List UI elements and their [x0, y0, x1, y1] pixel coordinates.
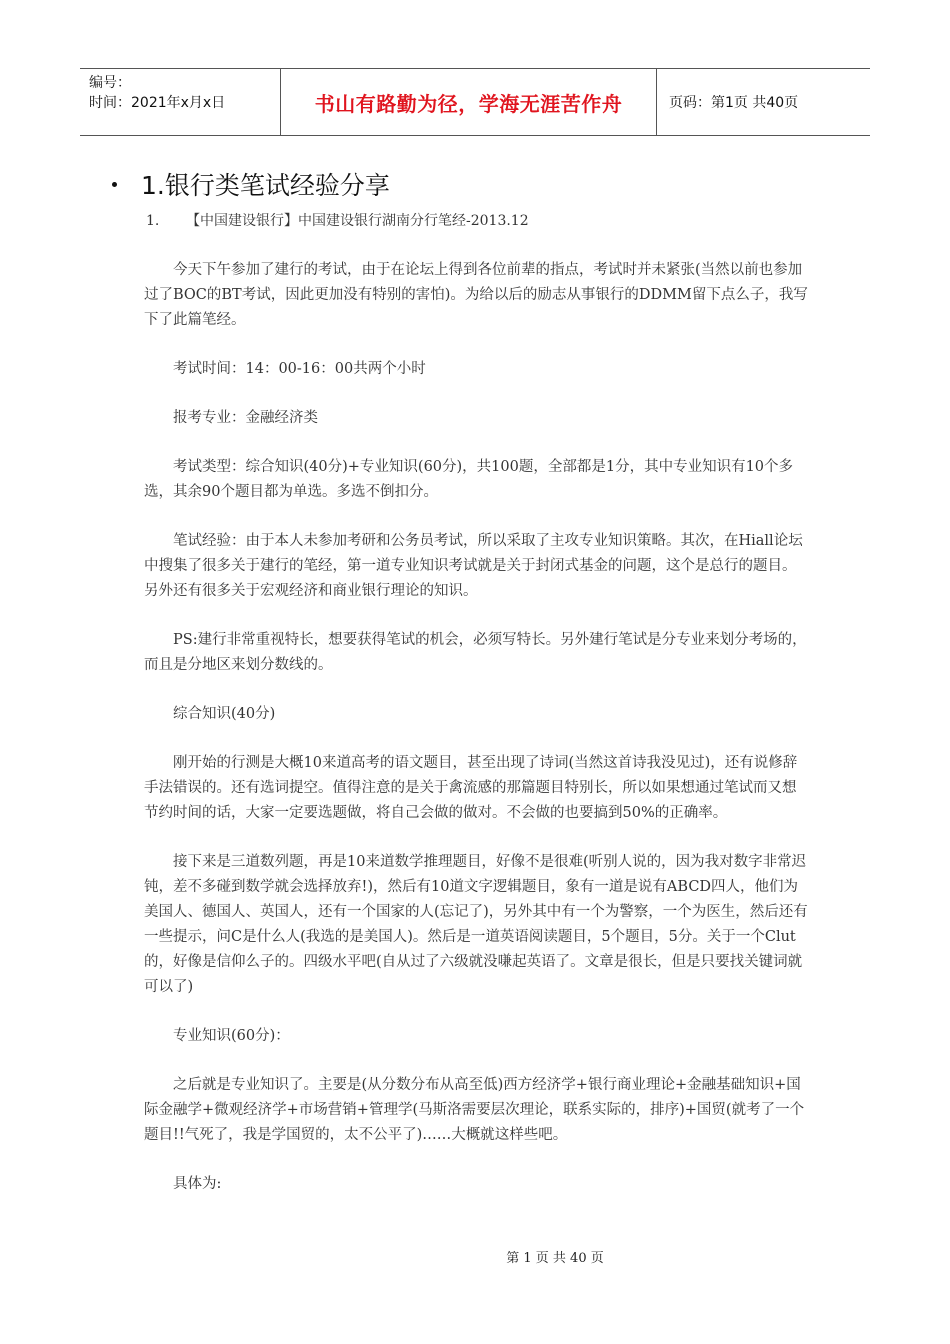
header-page-cell — [657, 69, 870, 135]
item-heading — [146, 210, 529, 230]
section-title: 1.银行类笔试经验分享 — [141, 171, 390, 200]
paragraph: 接下来是三道数列题，再是10来道数学推理题目，好像不是很难(听别人说的，因为我对数字非常迟钝，差不多碰到数学就会选择放弃!)，然后有10道文字逻辑题目，象有一道是说有ABCD四人，他们为美国人、德国人、英国人，还有一个国家的人(忘记了)，另外其中有一个为警察，一个为医生，然后还有一些提示，问C是什么人(我选的是美国人)。然后是一道英语阅读题目，5个题目，5分。关于一个Clut的，好像是信仰么子的。四级水平吧(自从过了六级就没嗛起英语了。文章是很长，但是只要找关键词就可以了) — [144, 854, 808, 995]
header-table — [80, 68, 870, 136]
page-info: 页码：第1页 共40页 — [669, 95, 799, 111]
header-left-cell — [80, 69, 281, 135]
paragraph: 之后就是专业知识了。主要是(从分数分布从高至低)西方经济学+银行商业理论+金融基础知识+国际金融学+微观经济学+市场营销+管理学(马斯洛需要层次理论，联系实际的，排序)+国贸(就考了一个题目!!气死了，我是学国贸的，太不公平了)……大概就这样些吧。 — [144, 1077, 805, 1143]
paragraph: 报考专业：金融经济类 — [173, 410, 318, 426]
paragraph: 考试时间：14：00-16：00共两个小时 — [173, 361, 426, 377]
paragraph: 今天下午参加了建行的考试，由于在论坛上得到各位前辈的指点，考试时并未紧张(当然以前也参加过了BOC的BT考试，因此更加没有特别的害怕)。为给以后的励志从事银行的DDMM留下点么子，我写下了此篇笔经。 — [144, 262, 808, 328]
paragraph: 刚开始的行测是大概10来道高考的语文题目，甚至出现了诗词(当然这首诗我没见过)，还有说修辞手法错误的。还有选词提空。值得注意的是关于禽流感的那篇题目特别长，所以如果想通过笔试而又想节约时间的话，大家一定要选题做，将自己会做的做对。不会做的也要搞到50%的正确率。 — [144, 755, 798, 821]
motto-text: 书山有路勤为径，学海无涯苦作舟 — [314, 91, 623, 116]
item-number: 1. — [146, 213, 160, 229]
number-label: 编号： — [89, 75, 131, 91]
section-heading — [112, 166, 390, 202]
article-body — [144, 258, 810, 1221]
footer-page-number: 第 1 页 共 40 页 — [506, 1251, 604, 1266]
header-motto-cell — [281, 69, 657, 135]
paragraph: 笔试经验：由于本人未参加考研和公务员考试，所以采取了主攻专业知识策略。其次，在Hiall论坛中搜集了很多关于建行的笔经，第一道专业知识考试就是关于封闭式基金的问题，这个是总行的题目。另外还有很多关于宏观经济和商业银行理论的知识。 — [144, 533, 803, 599]
paragraph: 综合知识(40分) — [173, 706, 276, 722]
paragraph: 考试类型：综合知识(40分)+专业知识(60分)，共100题，全部都是1分，其中专业知识有10个多选，其余90个题目都为单选。多选不倒扣分。 — [144, 459, 794, 500]
paragraph: PS:建行非常重视特长，想要获得笔试的机会，必须写特长。另外建行笔试是分专业来划分考场的，而且是分地区来划分数线的。 — [144, 632, 807, 673]
page-footer — [0, 1247, 950, 1266]
paragraph: 具体为: — [173, 1176, 222, 1192]
date-label: 时间：2021年x月x日 — [89, 95, 226, 111]
paragraph: 专业知识(60分)： — [173, 1028, 290, 1044]
item-title: 【中国建设银行】中国建设银行湖南分行笔经-2013.12 — [186, 213, 529, 229]
bullet-icon — [112, 182, 117, 187]
